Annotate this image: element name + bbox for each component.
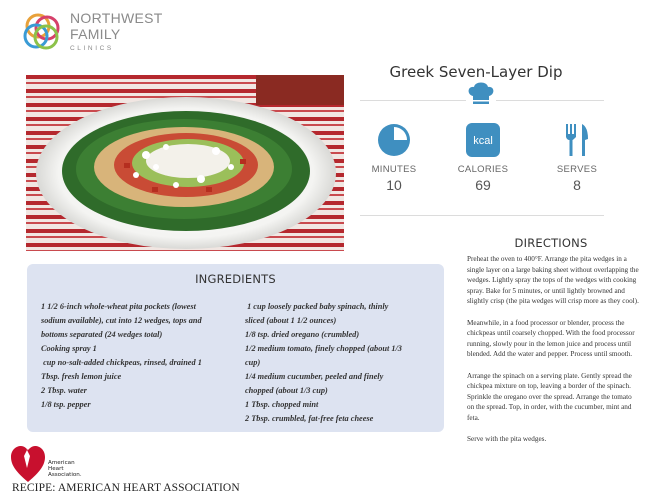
ingredient-line: 1 1/2 6-inch whole-wheat pita pockets (lowest bbox=[41, 302, 196, 311]
aha-line-3: Association. bbox=[48, 472, 82, 478]
ingredient-line: sliced (about 1 1/2 ounces) bbox=[245, 316, 337, 325]
title-divider-right bbox=[496, 100, 604, 101]
recipe-title: Greek Seven-Layer Dip bbox=[389, 63, 563, 81]
ingredient-line: Cooking spray 1 bbox=[41, 344, 97, 353]
ingredients-left-column bbox=[41, 300, 247, 412]
ingredient-line: cup no-salt-added chickpeas, rinsed, drained 1 bbox=[41, 358, 202, 367]
ingredient-line: 1 Tbsp. chopped mint bbox=[245, 400, 319, 409]
serves-label: SERVES bbox=[556, 164, 598, 175]
direction-step: Serve with the pita wedges. bbox=[467, 435, 547, 444]
calories-label: CALORIES bbox=[457, 164, 509, 175]
direction-step: Arrange the spinach on a serving plate. Gently spread the chickpea mixture on top, leaving a border of the spinach. Sprinkle the oregano over the spread. Arrange the tomato on the spread. Top, in order, with the cucumber, mint and feta. bbox=[467, 371, 632, 422]
brand-line-2: FAMILY bbox=[70, 26, 121, 42]
directions-heading: DIRECTIONS bbox=[514, 236, 588, 250]
clock-icon bbox=[377, 123, 411, 157]
ingredient-line: 1/8 tsp. dried oregano (crumbled) bbox=[245, 330, 360, 339]
title-divider-left bbox=[360, 100, 466, 101]
aha-logo bbox=[10, 438, 100, 484]
aha-line-2: Heart bbox=[48, 466, 64, 472]
brand-line-3: CLINICS bbox=[70, 45, 114, 52]
brand-line-1: NORTHWEST bbox=[70, 10, 163, 26]
recipe-photo bbox=[26, 75, 344, 251]
direction-step: Preheat the oven to 400°F. Arrange the pita wedges in a single layer on a large baking sheet without overlapping the wedges. Lightly spray the tops of the wedges with cooking spray. Bake for 5 minutes, or until lightly browned and slightly crisp (the pita wedges will crisp more as they cool). bbox=[467, 255, 639, 306]
directions-body bbox=[467, 254, 639, 455]
ingredient-line: 2 Tbsp. water bbox=[41, 386, 87, 395]
ingredient-line: bottoms separated (24 wedges total) bbox=[41, 330, 163, 339]
calories-value: 69 bbox=[475, 177, 491, 193]
minutes-label: MINUTES bbox=[371, 164, 417, 175]
serves-value: 8 bbox=[573, 177, 581, 193]
ingredient-line: 1/2 medium tomato, finely chopped (about 1/3 bbox=[245, 344, 402, 353]
kcal-icon-text: kcal bbox=[473, 135, 493, 147]
ingredient-line: cup) bbox=[245, 358, 261, 367]
chef-hat-icon bbox=[466, 80, 496, 108]
ingredient-line: 1/4 medium cucumber, peeled and finely bbox=[245, 372, 384, 381]
ingredient-line: 1 cup loosely packed baby spinach, thinly bbox=[245, 302, 389, 311]
ingredient-line: 2 Tbsp. crumbled, fat-free feta cheese bbox=[245, 414, 374, 423]
ingredients-right-column bbox=[245, 300, 441, 426]
ingredient-line: Tbsp. fresh lemon juice bbox=[41, 372, 122, 381]
direction-step: Meanwhile, in a food processor or blender, process the chickpeas until coarsely chopped. With the food processor running, slowly pour in the lemon juice and process until blended. Add the water and pepper. Process until smooth. bbox=[467, 318, 635, 359]
ingredient-line: 1/8 tsp. pepper bbox=[41, 400, 91, 409]
recipe-credit: RECIPE: AMERICAN HEART ASSOCIATION bbox=[12, 482, 240, 494]
ingredient-line: chopped (about 1/3 cup) bbox=[245, 386, 328, 395]
stats-divider bbox=[360, 215, 604, 216]
fork-knife-icon bbox=[560, 123, 594, 157]
aha-line-1: American bbox=[48, 460, 75, 466]
minutes-value: 10 bbox=[386, 177, 402, 193]
kcal-icon bbox=[466, 123, 500, 157]
ingredient-line: sodium available), cut into 12 wedges, tops and bbox=[41, 316, 202, 325]
ingredients-heading: INGREDIENTS bbox=[195, 272, 276, 286]
clinic-name bbox=[70, 11, 163, 53]
